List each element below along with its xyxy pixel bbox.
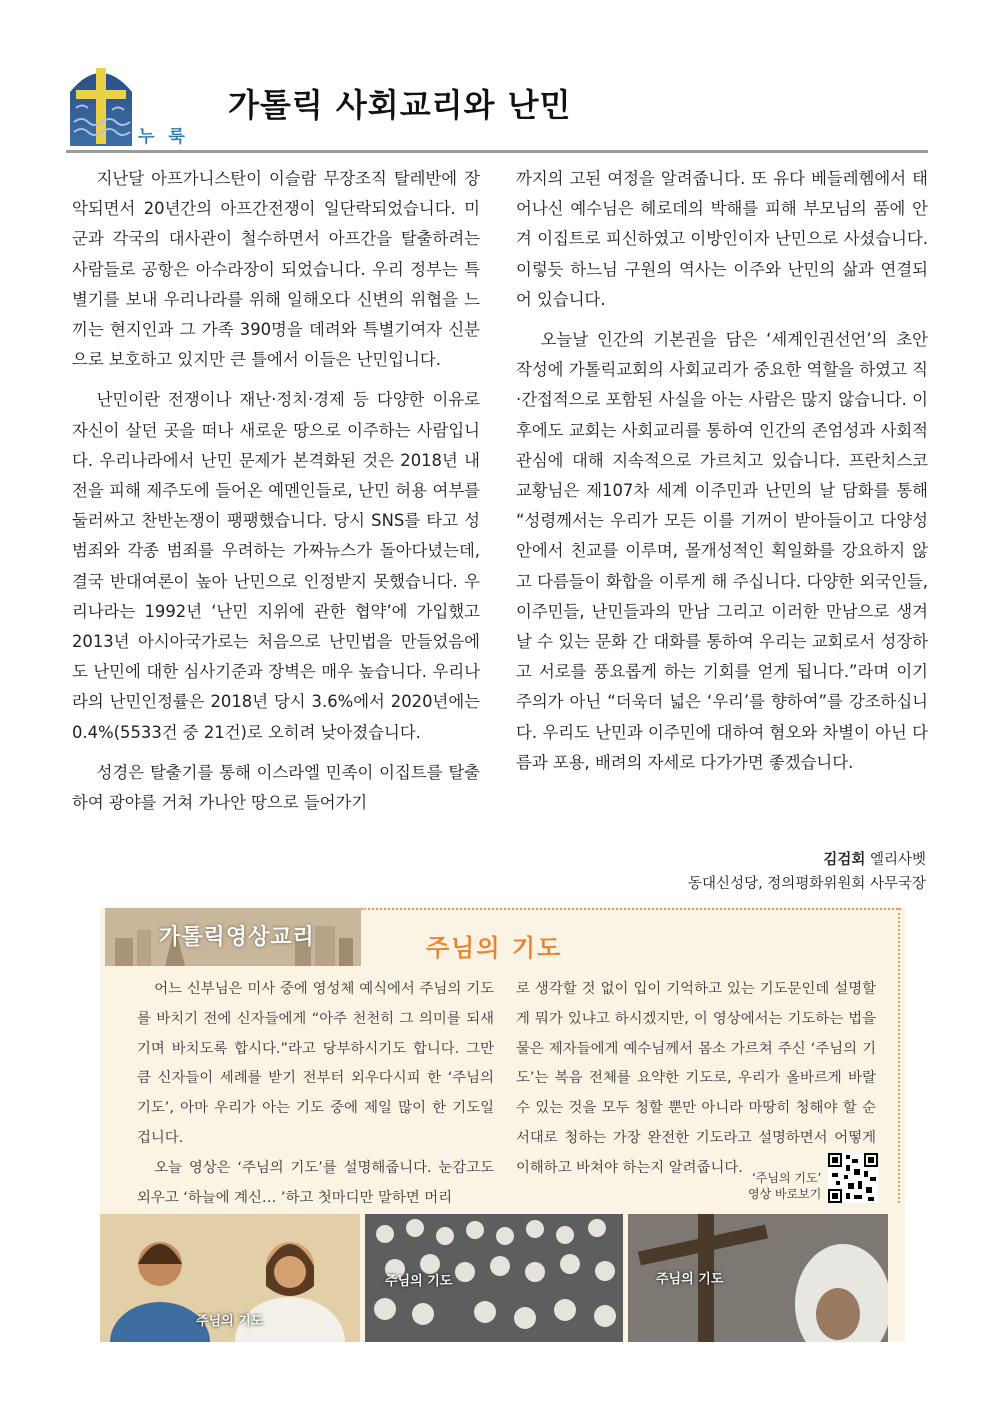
video-caption: 주님의 기도: [196, 1314, 264, 1329]
box-column-right: [516, 975, 876, 1184]
box-column-left: [137, 975, 494, 1213]
article-column-left: [72, 164, 480, 828]
article-paragraph: 지난달 아프가니스탄이 이슬람 무장조직 탈레반에 장악되면서 20년간의 아프간전쟁이 일단락되었습니다. 미군과 각국의 대사관이 철수하면서 아프간을 탈출하려는 사람들로 공항은 아수라장이 되었습니다. 우리 정부는 특별기를 보내 우리나라를 위해 일해오다 신변의 위협을 느끼는 현지인과 그 가족 390명을 데려와 특별기여자 신분으로 보호하고 있지만 큰 틀에서 이들은 난민입니다.: [72, 169, 480, 370]
author-role: 동대신성당, 정의평화위원회 사무국장: [688, 876, 926, 892]
qr-label-line2: 영상 바로보기: [748, 1187, 822, 1201]
article-paragraph: 성경은 탈출기를 통해 이스라엘 민족이 이집트를 탈출하여 광야를 거쳐 가나안 땅으로 들어가기: [72, 762, 480, 813]
box-side-border: [898, 908, 900, 1203]
article-paragraph: 난민이란 전쟁이나 재난·정치·경제 등 다양한 이유로 자신이 살던 곳을 떠나 새로운 땅으로 이주하는 사람입니다. 우리나라에서 난민 문제가 본격화된 것은 2018년 내전을 피해 제주도에 들어온 예멘인들로, 난민 허용 여부를 둘러싸고 찬반논쟁이 팽팽했습니다. 당시 SNS를 타고 성범죄와 각종 범죄를 우려하는 가짜뉴스가 돌아다녔는데, 결국 반대여론이 높아 난민으로 인정받지 못했습니다. 우리나라는 1992년 ‘난민 지위에 관한 협약’에 가입했고 2013년 아시아국가로는 처음으로 난민법을 만들었음에도 난민에 대한 심사기준과 장벽은 매우 높습니다. 우리나라의 난민인정률은 2018년 당시 3.6%에서 2020년에는 0.4%(5533건 중 21건)로 오히려 낮아졌습니다.: [72, 390, 480, 742]
qr-label-line1: ‘주님의 기도’: [751, 1171, 822, 1185]
author-baptismal-name: 엘리사벳: [869, 852, 926, 868]
box-top-border: [361, 908, 901, 910]
box-paragraph: 어느 신부님은 미사 중에 영성체 예식에서 주님의 기도를 바치기 전에 신자들에게 “아주 천천히 그 의미를 되새기며 바치도록 합시다.”라고 당부하시기도 합니다. 그만큼 신자들이 세례를 받기 전부터 외우다시피 한 ‘주님의 기도’, 아마 우리가 아는 기도 중에 제일 많이 한 기도일 겁니다.: [137, 981, 494, 1146]
logo-cross-icon: [70, 62, 132, 146]
article-column-right: [516, 164, 928, 788]
box-paragraph: 로 생각할 것 없이 입이 기억하고 있는 기도문인데 설명할 게 뭐가 있냐고 하시겠지만, 이 영상에서는 기도하는 법을 물은 제자들에게 예수님께서 몸소 가르쳐 주신 ‘주님의 기도’는 복음 전체를 요약한 기도로, 우리가 올바르게 바랄 수 있는 것을 모두 청할 뿐만 아니라 마땅히 청해야 할 순서대로 청하는 가장 완전한 기도라고 설명하면서 어떻게 이해하고 바쳐야 하는지 알려줍니다.: [516, 981, 876, 1176]
video-catechism-banner: [105, 908, 361, 966]
video-still-jesus-illustration: [100, 1214, 360, 1342]
page-title: 가톨릭 사회교리와 난민: [228, 86, 572, 124]
article-paragraph: 까지의 고된 여정을 알려줍니다. 또 유다 베들레헴에서 태어나신 예수님은 헤로데의 박해를 피해 부모님의 품에 안겨 이집트로 피신하였고 이방인이자 난민으로 사셨습니다. 이렇듯 하느님 구원의 역사는 이주와 난민의 삶과 연결되어 있습니다.: [516, 169, 928, 309]
video-still-crucifix: [628, 1214, 888, 1342]
banner-text: 가톨릭영상교리: [159, 925, 315, 950]
author-name: 김검회: [823, 852, 866, 868]
header-divider: [66, 150, 928, 153]
logo-label: 누 룩: [138, 127, 189, 147]
qr-label: [748, 1170, 821, 1202]
video-caption: 주님의 기도: [385, 1274, 453, 1289]
author-credit: [688, 848, 926, 896]
article-paragraph: 오늘날 인간의 기본권을 담은 ‘세계인권선언’의 초안 작성에 가톨릭교회의 사회교리가 중요한 역할을 하였고 직·간접적으로 포함된 사실을 아는 사람은 많지 않습니다. 이후에도 교회는 사회교리를 통하여 인간의 존엄성과 사회적 관심에 대해 지속적으로 가르치고 있습니다. 프란치스코 교황님은 제107차 세계 이주민과 난민의 날 담화를 통해 “성령께서는 우리가 모든 이를 기꺼이 받아들이고 다양성 안에서 친교를 이루며, 몰개성적인 획일화를 강요하지 않고 다름들이 화합을 이루게 해 주십니다. 다양한 외국인들, 이주민들, 난민들과의 만남 그리고 이러한 만남으로 생겨날 수 있는 문화 간 대화를 통하여 우리는 교회로서 성장하고 서로를 풍요롭게 하는 기회를 얻게 됩니다.”라며 이기주의가 아닌 “더욱더 넓은 ‘우리’를 향하여”를 강조하십니다. 우리도 난민과 이주민에 대하여 혐오와 차별이 아닌 다름과 포용, 배려의 자세로 다가가면 좋겠습니다.: [516, 330, 928, 772]
qr-code-icon[interactable]: [828, 1153, 878, 1203]
video-still-crowd: [365, 1214, 623, 1342]
box-title: 주님의 기도: [426, 934, 563, 962]
box-paragraph: 오늘 영상은 ‘주님의 기도’를 설명해줍니다. 눈감고도 외우고 ‘하늘에 계신… ’하고 첫마디만 말하면 머리: [137, 1159, 494, 1206]
video-caption: 주님의 기도: [656, 1272, 724, 1287]
